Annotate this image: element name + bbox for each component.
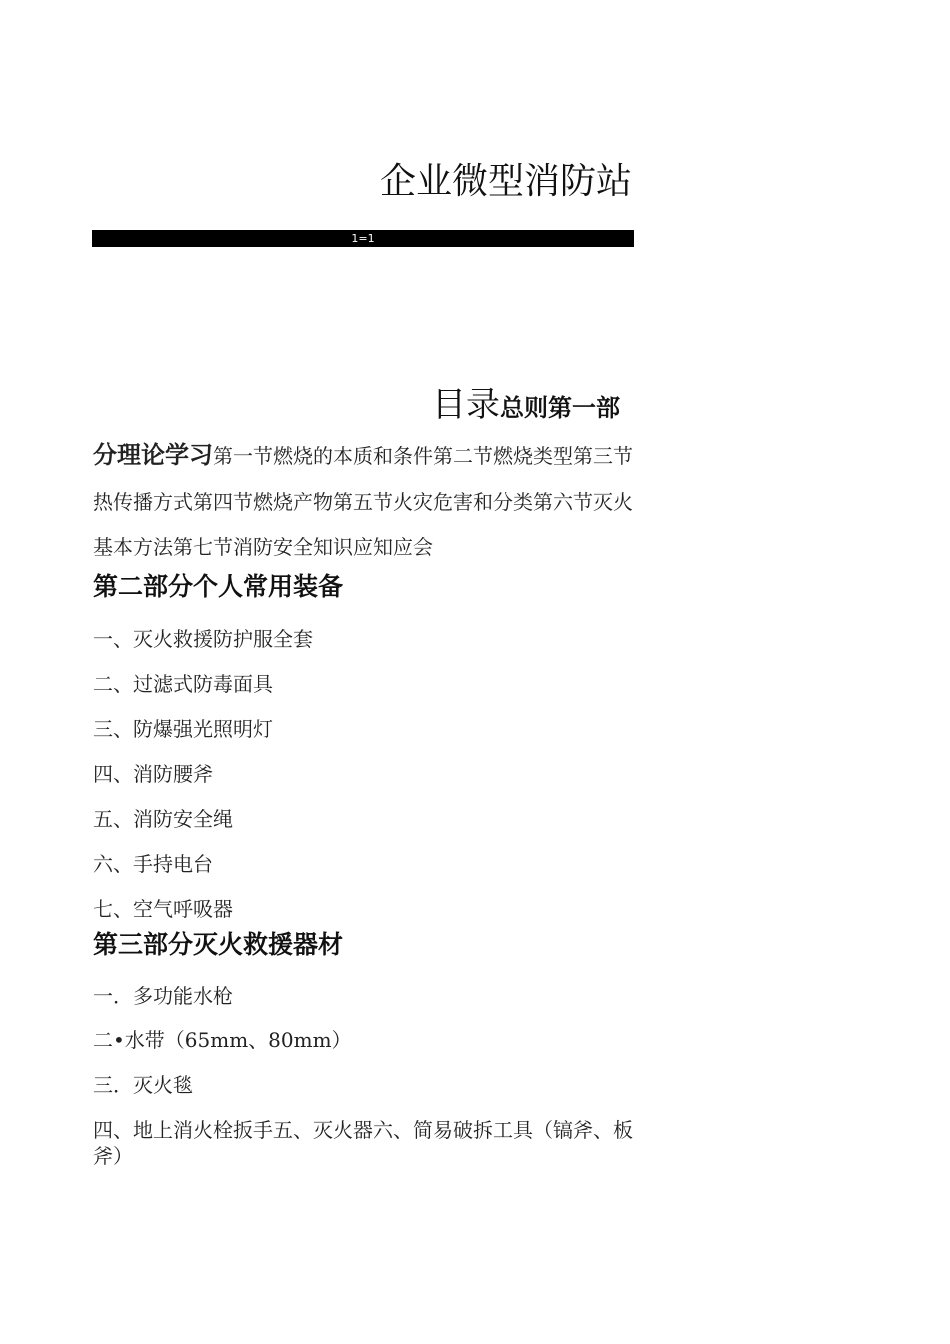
toc-heading-main: 目录	[432, 385, 500, 425]
part1-text: 第一节燃烧的本质和条件第二节燃烧类型第三节热传播方式第四节燃烧产物第五节火灾危害和分类第六节灭火基本方法第七节消防安全知识应知应会	[93, 444, 633, 559]
part1-bold-lead: 分理论学习	[93, 441, 213, 469]
part3-title: 第三部分灭火救援器材	[93, 930, 344, 959]
title-bar-label: 1=1	[351, 232, 375, 245]
title-bar	[92, 230, 634, 247]
list-item: 四、消防腰斧	[93, 762, 213, 786]
list-item: 六、手持电台	[93, 852, 213, 876]
list-item: 五、消防安全绳	[93, 807, 233, 831]
list-item: 三．灭火毯	[93, 1073, 193, 1097]
toc-heading	[432, 382, 620, 428]
list-item: 二、过滤式防毒面具	[93, 672, 273, 696]
list-item: 二•水带（65mm、80mm）	[93, 1028, 352, 1052]
list-item: 一．多功能水枪	[93, 984, 233, 1008]
part1-paragraph	[93, 433, 638, 571]
toc-heading-tail: 总则第一部	[500, 394, 620, 422]
list-item: 七、空气呼吸器	[93, 897, 233, 921]
list-item: 一、灭火救援防护服全套	[93, 627, 313, 651]
list-item: 四、地上消火栓扳手五、灭火器六、简易破拆工具（镐斧、板斧）	[93, 1118, 633, 1168]
document-title: 企业微型消防站	[379, 161, 632, 202]
list-item: 三、防爆强光照明灯	[93, 717, 273, 741]
part2-title: 第二部分个人常用装备	[93, 572, 344, 601]
